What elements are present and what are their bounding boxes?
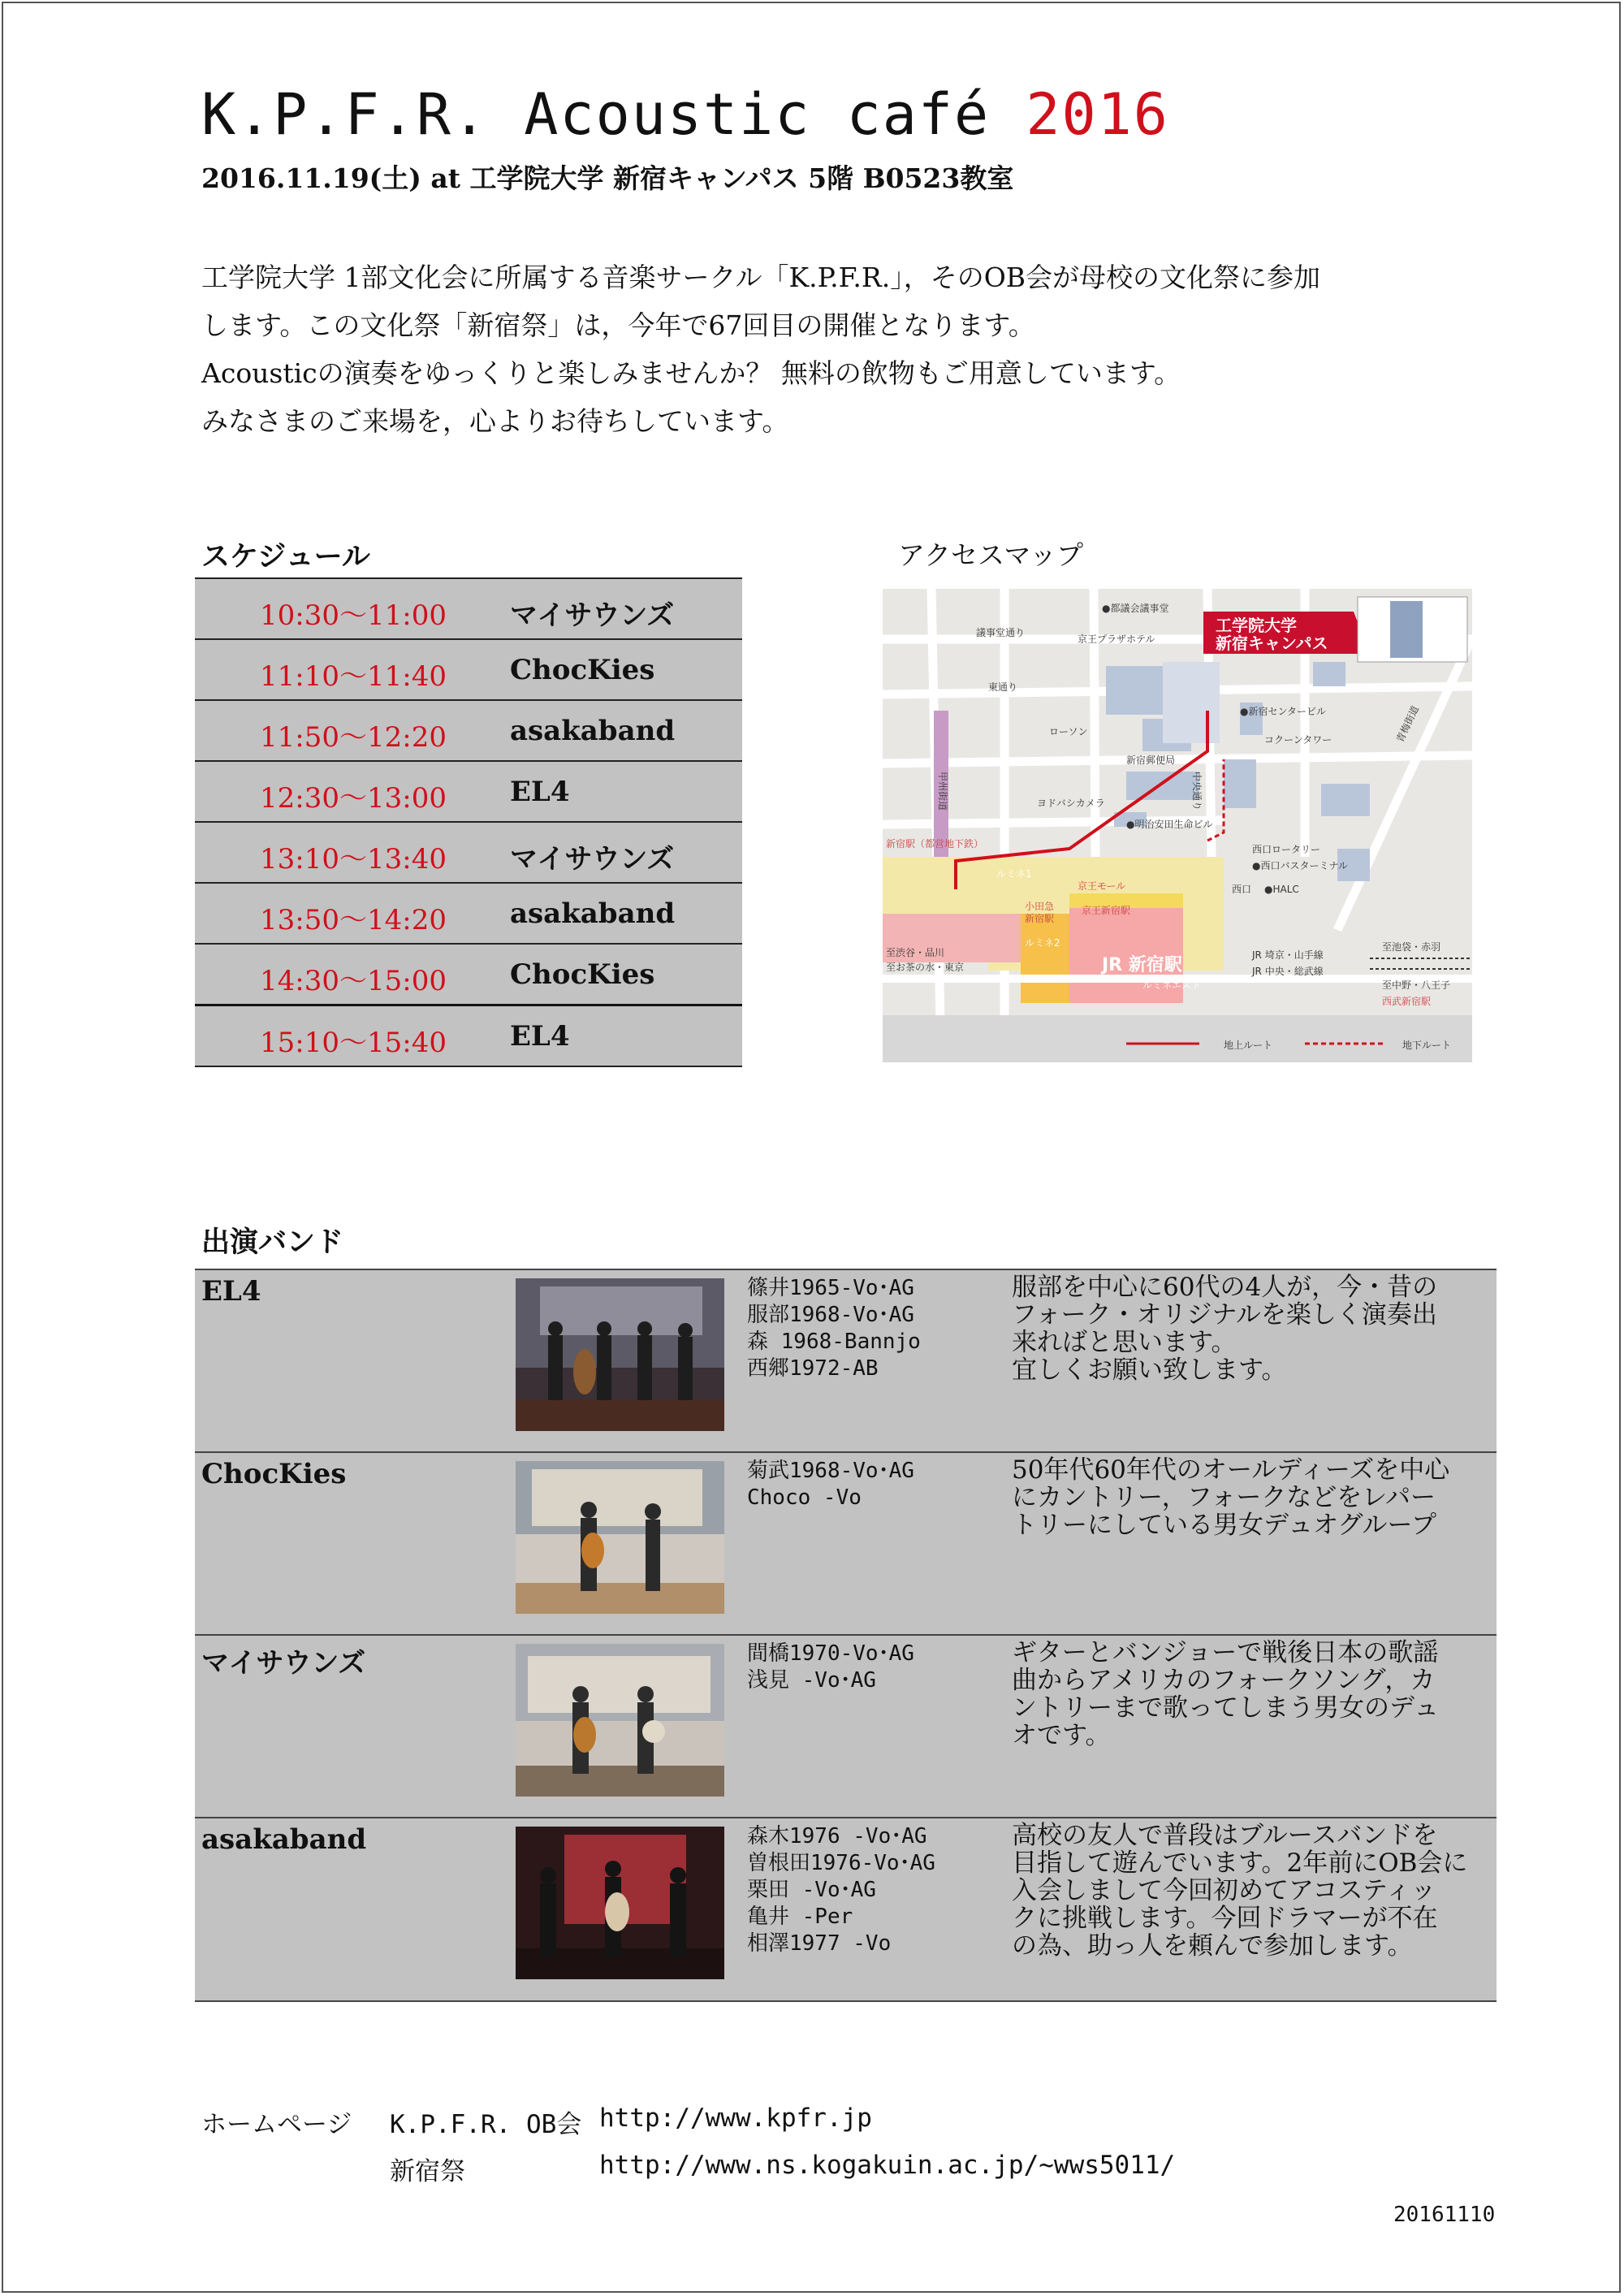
map-label: ルミネエスト [1142,979,1202,991]
schedule-band: asakaband [510,715,676,747]
map-label: 京王新宿駅 [1082,905,1131,916]
fest-url-link[interactable]: http://www.ns.kogakuin.ac.jp/~wws5011/ [599,2151,1176,2180]
map-label: 西口 [1232,884,1252,895]
desc-line: 入会しまして今回初めてアコスティッ [1012,1876,1436,1905]
intro-line: 工学院大学 1部文化会に所属する音楽サークル「K.P.F.R.」，そのOB会が母校の文化祭に参加 [201,262,1321,293]
title-year: 2016 [1026,81,1169,148]
band-row-el4 [195,1269,1497,1451]
desc-line: クに挑戦します。今回ドラマーが不在 [1012,1904,1438,1933]
title-main: K.P.F.R. Acoustic café [201,81,991,148]
intro-line: みなさまのご来場を，心よりお待ちしています。 [201,405,789,437]
schedule-time: 13:50〜14:20 [260,904,447,936]
member-line: 菊武1968-Vo･AG [747,1459,914,1483]
map-label: 甲州街道 [937,772,948,811]
ob-url-link[interactable]: http://www.kpfr.jp [599,2104,872,2133]
event-subtitle: 2016.11.19(土) at 工学院大学 新宿キャンパス 5階 B0523教室 [201,162,1014,194]
schedule-time: 11:50〜12:20 [260,721,447,754]
page-title [201,81,1169,148]
band-name: EL4 [201,1275,261,1308]
map-label: 議事堂通り [976,627,1026,638]
map-legend-under: 地下ルート [1402,1040,1452,1051]
desc-line: フォーク・オリジナルを楽しく演奏出 [1012,1300,1437,1330]
member-line: 服部1968-Vo･AG [747,1303,914,1327]
map-label: 至渋谷・品川 [886,947,945,958]
map-label: 至お茶の水・東京 [886,962,965,973]
map-label: ●都議会議事堂 [1102,603,1169,614]
desc-line: ントリーまで歌ってしまう男女のデュ [1012,1693,1440,1723]
schedule-table [195,577,742,1067]
schedule-band: EL4 [510,1020,570,1053]
schedule-band: ChocKies [510,654,655,686]
schedule-time: 10:30〜11:00 [260,599,447,632]
band-description [1012,1456,1491,1539]
map-station-label: JR 新宿駅 [1102,955,1182,975]
document-code: 20161110 [1393,2203,1496,2227]
band-name: ChocKies [201,1458,347,1490]
map-label: 新宿駅（都営地下鉄） [886,838,984,850]
schedule-time: 13:10〜13:40 [260,843,447,876]
band-description [1012,1822,1491,1960]
band-photo-asakaband [516,1827,724,1979]
desc-line: 高校の友人で普段はブルースバンドを [1012,1821,1438,1850]
band-name: asakaband [201,1823,367,1856]
map-label: 京王プラザホテル [1078,633,1155,645]
band-photo-mysounds [516,1644,724,1797]
schedule-row [195,1006,742,1067]
map-legend-ground: 地上ルート [1224,1040,1273,1051]
map-campus-label-2: 新宿キャンパス [1216,633,1328,653]
bands-heading: 出演バンド [201,1226,344,1259]
band-description [1012,1273,1491,1384]
schedule-time: 12:30〜13:00 [260,782,447,815]
desc-line: 来ればと思います。 [1012,1328,1237,1357]
map-label: 東通り [988,681,1018,693]
map-label: 小田急 [1025,901,1055,912]
map-label: 新宿駅 [1025,913,1055,924]
map-label: 中央通り [1191,772,1203,811]
map-label: ●明治安田生命ビル [1126,819,1213,830]
schedule-time: 11:10〜11:40 [260,660,447,693]
access-map-heading: アクセスマップ [898,539,1084,571]
schedule-row [195,762,742,823]
map-label: JR 中央・総武線 [1252,966,1324,977]
map-label: ●HALC [1264,884,1299,895]
schedule-band: マイサウンズ [510,843,675,876]
member-line: 間橋1970-Vo･AG [747,1641,914,1666]
map-label: 至池袋・赤羽 [1382,941,1441,953]
desc-line: 曲からアメリカのフォークソング，カ [1012,1666,1436,1695]
band-name: マイサウンズ [201,1647,366,1680]
band-row-mysounds [195,1634,1497,1817]
schedule-row [195,640,742,701]
schedule-band: ChocKies [510,958,655,991]
intro-line: します。この文化祭「新宿祭」は，今年で67回目の開催となります。 [201,309,1035,341]
map-label: ●西口バスターミナル [1252,860,1348,871]
schedule-band: asakaband [510,897,676,930]
map-label: JR 埼京・山手線 [1252,949,1324,961]
member-line: 森木1976 -Vo･AG [747,1824,927,1848]
schedule-time: 15:10〜15:40 [260,1027,447,1059]
member-line: 西郷1972-AB [747,1356,879,1381]
member-line: 栗田 -Vo･AG [747,1878,876,1902]
band-members [747,1275,921,1382]
map-label: 西口ロータリー [1252,844,1321,855]
member-line: 浅見 -Vo･AG [747,1668,876,1693]
map-label: 西武新宿駅 [1382,996,1432,1007]
band-photo-chockies [516,1461,724,1614]
schedule-band: マイサウンズ [510,599,675,632]
map-campus-label: 工学院大学 [1216,616,1297,635]
map-label: ●新宿センタービル [1240,706,1326,717]
desc-line: 50年代60年代のオールディーズを中心 [1012,1455,1450,1485]
member-line: 森 1968-Bannjo [747,1330,921,1354]
band-photo-el4 [516,1278,724,1431]
member-line: 相澤1977 -Vo [747,1931,892,1956]
desc-line: オです。 [1012,1721,1111,1750]
bands-table [195,1269,1497,2002]
map-label: コクーンタワー [1264,734,1332,746]
band-row-asakaband [195,1817,1497,2002]
fest-label: 新宿祭 [390,2157,465,2186]
schedule-band: EL4 [510,776,570,808]
schedule-row [195,579,742,640]
map-label: ヨドバシカメラ [1037,798,1105,809]
schedule-row [195,884,742,945]
access-map-graphic [883,589,1472,1062]
desc-line: 目指して遊んでいます。2年前にOB会に [1012,1848,1468,1878]
desc-line: にカントリー，フォークなどをレパー [1012,1483,1436,1512]
band-row-chockies [195,1451,1497,1634]
access-map [883,589,1472,1062]
schedule-heading: スケジュール [201,540,370,573]
member-line: 曽根田1976-Vo･AG [747,1851,935,1875]
schedule-row [195,701,742,762]
schedule-time: 14:30〜15:00 [260,965,447,997]
map-label: 青梅街道 [1394,703,1422,745]
map-label: ルミネ2 [1025,937,1060,949]
desc-line: 宜しくお願い致します。 [1012,1356,1287,1385]
desc-line: ギターとバンジョーで戦後日本の歌謡 [1012,1638,1439,1667]
ob-label: K.P.F.R. OB会 [390,2110,582,2139]
homepage-label: ホームページ [201,2110,352,2139]
member-line: 亀井 -Per [747,1905,853,1929]
schedule-row [195,823,742,884]
map-label: 京王モール [1078,880,1126,892]
schedule-row [195,945,742,1006]
desc-line: 服部を中心に60代の4人が，今・昔の [1012,1273,1438,1302]
member-line: Choco -Vo [747,1485,862,1510]
map-label: 至中野・八王子 [1382,979,1451,991]
band-description [1012,1639,1491,1749]
band-members [747,1823,935,1957]
map-label: ローソン [1049,726,1088,737]
map-label: 新宿郵便局 [1126,755,1176,766]
member-line: 篠井1965-Vo･AG [747,1276,914,1300]
intro-paragraph [201,253,1501,445]
intro-line: Acousticの演奏をゆっくりと楽しみませんか？ 無料の飲物もご用意しています。 [201,357,1181,389]
desc-line: トリーにしている男女デュオグループ [1012,1511,1436,1540]
band-members [747,1641,914,1694]
desc-line: の為、助っ人を頼んで参加します。 [1012,1931,1413,1961]
band-members [747,1458,914,1511]
map-label: ルミネ1 [996,868,1032,880]
